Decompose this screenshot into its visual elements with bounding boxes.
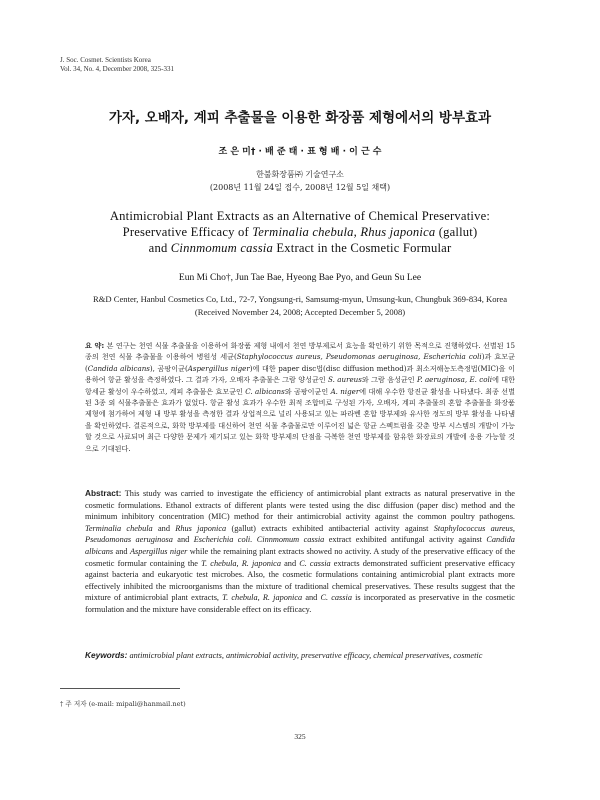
english-title-line2	[40, 224, 560, 240]
species-name: C. albicans	[245, 386, 285, 396]
journal-header	[60, 56, 174, 74]
abstract-text: is incorporated as preservative in the cosmetic formulation and the mixture have considerable effect on its efficacy.	[85, 593, 515, 614]
species-name: Rhus japonica	[175, 523, 227, 533]
species-name: Staphylococcus aureus, Pseudomonas aeruginosa, Escherichia coli	[236, 352, 482, 362]
abstract-text: 에 대한 항세균 활성이 우수하였고, 계피 추출물은 효모균인	[85, 375, 516, 396]
abstract-text: )에 대한 paper disc법(disc diffusion method)과 최소저해농도측정법(MIC)을 이용하여 항균 활성을 측정하였다. 그 결과 가자, 오배자 추출물은 그람 양성균인	[85, 363, 515, 385]
english-affiliation: R&D Center, Hanbul Cosmetics Co, Ltd., 72-7, Yongsung-ri, Samsumg-myun, Umsung-kun, Chungbuk 369-834, Korea	[92, 294, 508, 304]
english-title-line3	[40, 240, 560, 256]
species-name: Candida albicans	[85, 535, 515, 556]
title-text: Extract in the Cosmetic Formular	[273, 241, 452, 255]
species-name: C. cassia	[299, 558, 331, 568]
corresponding-author-footnote: † 주 저자 (e-mail: mipali@hanmail.net)	[60, 700, 186, 708]
abstract-text: and	[172, 535, 194, 545]
page-number: 325	[294, 732, 306, 741]
korean-abstract-label: 요 약:	[85, 341, 105, 350]
abstract-text: (gallut) extracts exhibited antibacterial activity against	[226, 523, 434, 533]
korean-received-date: (2008년 11월 24일 접수, 2008년 12월 5일 채택)	[209, 183, 391, 192]
english-abstract	[85, 488, 515, 616]
abstract-text: and	[113, 546, 130, 556]
species-name: S. aureus	[328, 375, 362, 385]
abstract-text: and	[302, 593, 321, 603]
journal-name: J. Soc. Cosmet. Scientists Korea	[60, 56, 151, 64]
abstract-text: and	[152, 523, 176, 533]
title-text: and	[148, 241, 171, 255]
abstract-text: 본 연구는 천연 식물 추출물을 이용하여 화장품 제형 내에서 천연 방부제로서 효능을 확인하기 위한 목적으로 진행하였다. 선별된 15종의 천연 식물 추출물을 이용하여 병원성 세균(	[85, 341, 516, 362]
species-name: Aspergillus niger	[129, 546, 188, 556]
keywords-list: antimicrobial plant extracts, antimicrobial activity, preservative efficacy, chemical preservatives, cosmetic	[129, 651, 483, 660]
english-affiliation-block	[20, 293, 580, 319]
keywords	[85, 650, 525, 660]
species-name: Escherichia coli. Cinnmomum cassia	[193, 535, 325, 545]
keywords-label: Keywords:	[85, 650, 128, 660]
species-name: T. chebula, R. japonica	[201, 558, 282, 568]
english-received-date: (Received November 24, 2008; Accepted December 5, 2008)	[194, 307, 406, 317]
species-name: Candida albicans	[87, 363, 150, 373]
title-text: (gallut)	[435, 225, 478, 239]
title-species: Cinnmomum cassia	[170, 241, 274, 255]
species-name: Aspergillus niger	[187, 363, 250, 373]
abstract-text: ), 곰팡이균(	[149, 363, 188, 373]
species-name: C. cassia	[320, 593, 352, 603]
english-title-line1: Antimicrobial Plant Extracts as an Alternative of Chemical Preservative:	[109, 209, 491, 223]
english-abstract-label: Abstract:	[85, 488, 122, 498]
species-name: Staphylococcus aureus, Pseudomonas aeruginosa	[85, 523, 516, 545]
english-title	[40, 208, 560, 256]
abstract-text: 와 곰팡이균인	[284, 386, 331, 396]
korean-title: 가자, 오배자, 계피 추출물을 이용한 화장품 제형에서의 방부효과	[108, 110, 492, 126]
species-name: Terminalia chebula	[85, 523, 153, 533]
abstract-text: while the remaining plant extracts showed no activity. A study of the preservative efficacy of the cosmetic formular containing the	[85, 546, 515, 568]
english-authors: Eun Mi Cho†, Jun Tae Bae, Hyeong Bae Pyo, and Geun Su Lee	[178, 273, 422, 283]
abstract-text: and	[281, 558, 300, 568]
abstract-text: extract exhibited antifungal activity against	[324, 535, 487, 545]
korean-affiliation: 한불화장품㈜ 기술연구소	[256, 170, 344, 179]
journal-volume: Vol. 34, No. 4, December 2008, 325-331	[60, 65, 174, 73]
abstract-text: )과 효모균(	[85, 352, 515, 373]
korean-abstract	[85, 340, 515, 454]
korean-affiliation-block	[0, 168, 600, 194]
abstract-text: 에 대해 우수한 항진균 활성을 나타냈다. 최종 선별된 3종 외 식물추출물은 효과가 없었다. 항균 활성 효과가 우수한 최적 조합비로 구성된 가자, 오배자, 계피 추출물의 혼합 추출물을 화장품 제형에 첨가하여 제형 내 방부 활성을 측정한 결과 상업적으로 널리 사용되고 있는 파라벤 혼합 방부제와 유사한 정도의 방부 활성을 나타냄을 확인하였다. 결론적으로, 화학 방부제를 대신하여 천연 식물 추출물로만 이루어진 넓은 항균 스펙트럼을 갖춘 방부 시스템의 개발이 가능할 것으로 사료되며 최근 다양한 문제가 제기되고 있는 화학 방부제의 단점을 극복한 천연 방부제를 함유한 화장료의 개발에 응용 가능할 것으로 기대된다.	[85, 386, 516, 453]
species-name: P. aeruginosa, E. coli	[416, 375, 493, 385]
abstract-text: extracts demonstrated sufficient preservative efficacy against bacteria and eukaryotic test microbes. Also, the cosmetic formulations containing antimicrobial plant extracts more effectively inhibited the microorganisms than the mixture of traditional chemical preservatives. These results suggest that the mixture of antimicrobial plant extracts,	[85, 558, 515, 603]
title-species: Terminalia chebula, Rhus japonica	[252, 225, 436, 239]
species-name: T. chebula, R. japonica	[222, 593, 303, 603]
abstract-text: 와 그람 음성균인	[361, 375, 417, 385]
abstract-text: This study was carried to investigate the efficiency of antimicrobial plant extracts as natural preservative in the cosmetic formulations. Ethanol extracts of different plants were tested using the disc diffusion (paper disc) method and the minimum inhibitory concentration (MIC) method for their antimicrobial activity against the common poultry pathogens.	[85, 489, 515, 522]
korean-authors: 조 은 미† · 배 준 태 · 표 형 배 · 이 근 수	[218, 147, 382, 157]
footnote-divider	[60, 688, 180, 689]
title-text: Preservative Efficacy of	[122, 225, 253, 239]
species-name: A. niger	[330, 386, 360, 396]
